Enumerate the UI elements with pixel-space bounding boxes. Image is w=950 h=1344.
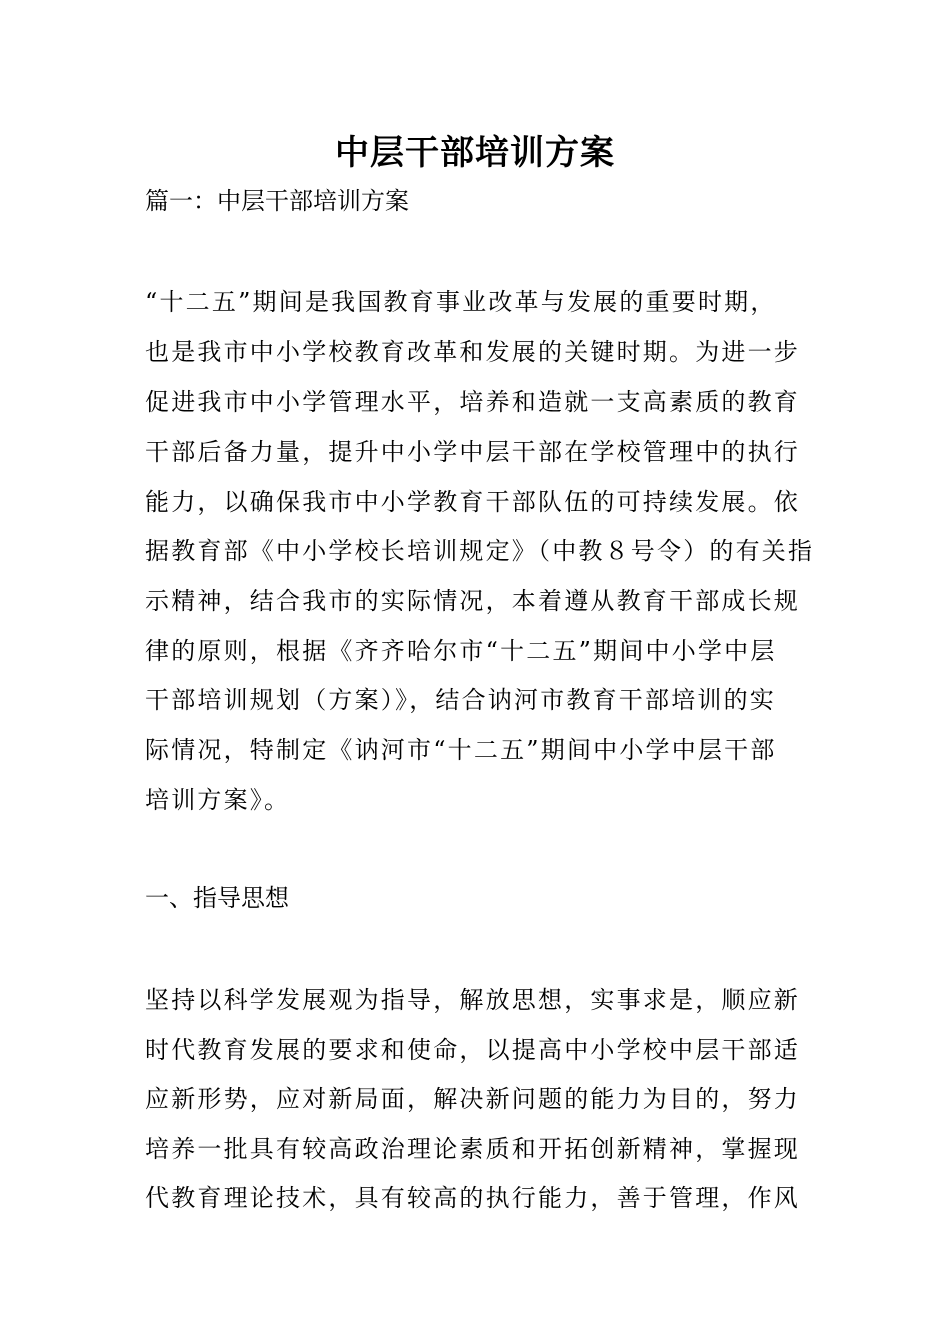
paragraph-line: 促进我市中小学管理水平，培养和造就一支高素质的教育: [145, 388, 800, 416]
paragraph-line: 据教育部《中小学校长培训规定》（中教８号令）的有关指: [145, 537, 815, 565]
paragraph-line: 能力，以确保我市中小学教育干部队伍的可持续发展。依: [145, 488, 800, 516]
paragraph-line: 代教育理论技术，具有较高的执行能力，善于管理，作风: [145, 1184, 800, 1212]
paragraph-line: 干部培训规划（方案）》，结合讷河市教育干部培训的实: [145, 686, 776, 714]
paragraph-line: 示精神，结合我市的实际情况，本着遵从教育干部成长规: [145, 587, 800, 615]
paragraph-line: “十二五”期间是我国教育事业改革与发展的重要时期，: [145, 288, 777, 316]
paragraph-line: 际情况，特制定《讷河市“十二五”期间中小学中层干部: [145, 736, 777, 764]
paragraph-line: 培养一批具有较高政治理论素质和开拓创新精神，掌握现: [145, 1135, 800, 1163]
paragraph-line: 律的原则，根据《齐齐哈尔市“十二五”期间中小学中层: [145, 637, 777, 665]
section-heading: 一、指导思想: [145, 884, 289, 912]
paragraph-line: 培训方案》。: [145, 786, 291, 814]
paragraph-line: 应新形势，应对新局面，解决新问题的能力为目的，努力: [145, 1085, 800, 1113]
document-title: 中层干部培训方案: [335, 133, 615, 173]
paragraph-line: 坚持以科学发展观为指导，解放思想，实事求是，顺应新: [145, 986, 800, 1014]
paragraph-line: 时代教育发展的要求和使命，以提高中小学校中层干部适: [145, 1036, 800, 1064]
document-subtitle: 篇一：中层干部培训方案: [145, 187, 409, 215]
paragraph-line: 也是我市中小学校教育改革和发展的关键时期。为进一步: [145, 338, 800, 366]
paragraph-line: 干部后备力量，提升中小学中层干部在学校管理中的执行: [145, 438, 800, 466]
